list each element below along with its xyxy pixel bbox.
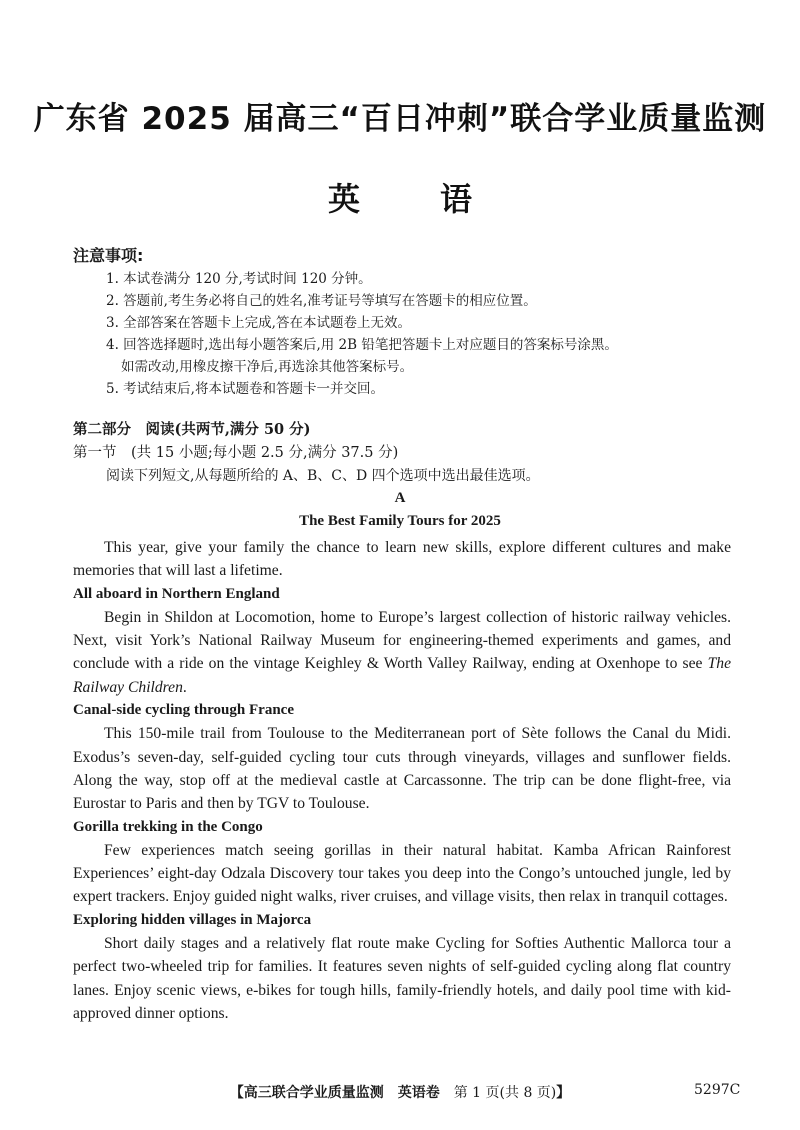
passage-subheading: Exploring hidden villages in Majorca [73, 911, 312, 928]
paragraph-text: Begin in Shildon at Locomotion, home to Europe’s largest collection of historic railway vehicles. Next, visit York’s National Railway Museum for engineering-themed experiments and games, and conclude with a ride on the vintage Keighley & Worth Valley Railway, ending at Oxenhope to see [73, 608, 731, 673]
passage-label: A [394, 490, 406, 506]
passage-paragraph: Few experiences match seeing gorillas in their natural habitat. Kamba African Rainforest Experiences’ eight-day Odzala Discovery tour takes you deep into the Congo’s untouched jungle, led by expert trackers. Enjoy guided night walks, river cruises, and village visits, then relax in tranquil cottages. [73, 841, 731, 906]
notes-heading: 注意事项: [73, 246, 144, 265]
subject-title: 英语 [327, 180, 552, 218]
page-footer [0, 1082, 800, 1102]
passage-body [73, 536, 731, 1025]
passage-paragraph: This 150-mile trail from Toulouse to the Mediterranean port of Sète follows the Canal du Midi. Exodus’s seven-day, self-guided cycling tour cuts through vineyards, villages and sunflower fields. Along the way, stop off at the medieval castle at Carcassonne. The trip can be done flight-free, via Eurostar to Paris and then by TGV to Toulouse. [73, 725, 731, 813]
passage-title: The Best Family Tours for 2025 [299, 513, 501, 529]
note-item: 4. 回答选择题时,选出每小题答案后,用 2B 铅笔把答题卡上对应题目的答案标号涂黑。 [106, 337, 618, 353]
paragraph-end: . [182, 678, 187, 696]
note-item: 3. 全部答案在答题卡上完成,答在本试题卷上无效。 [106, 315, 411, 331]
footer-open-bracket: 【 [229, 1085, 244, 1101]
book-title: The Railway Children [73, 655, 731, 696]
passage-paragraph: Short daily stages and a relatively flat route make Cycling for Softies Authentic Mallorca tour a perfect two-wheeled trip for families. It features seven nights of self-guided cycling along flat country lanes. Enjoy scenic views, e-bikes for tough hills, family-friendly hotels, and daily pool time with kid-approved dinner options. [73, 935, 731, 1022]
note-item-continuation: 如需改动,用橡皮擦干净后,再选涂其他答案标号。 [121, 359, 414, 375]
note-item: 2. 答题前,考生务必将自己的姓名,准考证号等填写在答题卡的相应位置。 [106, 293, 537, 309]
note-item: 1. 本试卷满分 120 分,考试时间 120 分钟。 [106, 271, 372, 287]
footer-close-bracket: 】 [556, 1085, 571, 1101]
exam-title: 广东省 2025 届高三“百日冲刺”联合学业质量监测 [33, 101, 767, 137]
passage-subheading: All aboard in Northern England [73, 585, 280, 602]
note-item: 5. 考试结束后,将本试题卷和答题卡一并交回。 [106, 381, 384, 397]
section-heading: 第一节 (共 15 小题;每小题 2.5 分,满分 37.5 分) [73, 445, 399, 461]
footer-page-info: 第 1 页(共 8 页) [453, 1085, 557, 1101]
notes-list [106, 268, 746, 400]
passage-intro: This year, give your family the chance to learn new skills, explore different cultures and make memories that will last a lifetime. [73, 539, 731, 580]
part-heading: 第二部分 阅读(共两节,满分 50 分) [73, 421, 311, 438]
passage-subheading: Gorilla trekking in the Congo [73, 818, 263, 835]
footer-exam-name: 高三联合学业质量监测 英语卷 [243, 1085, 440, 1101]
passage-paragraph [73, 606, 731, 699]
passage-subheading: Canal-side cycling through France [73, 702, 294, 719]
instruction: 阅读下列短文,从每题所给的 A、B、C、D 四个选项中选出最佳选项。 [106, 468, 540, 484]
paper-code: 5297C [694, 1082, 741, 1098]
